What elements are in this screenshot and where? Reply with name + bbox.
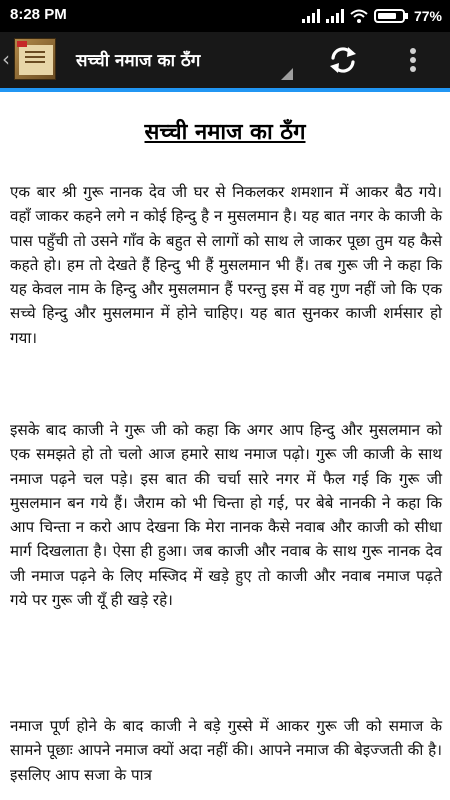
- status-time: 8:28 PM: [10, 6, 67, 23]
- article-heading: सच्ची नमाज का ठँग: [144, 120, 306, 145]
- wifi-icon: [350, 9, 368, 23]
- battery-icon: [374, 9, 408, 23]
- signal-icon: [326, 9, 344, 23]
- article-content[interactable]: [0, 92, 450, 800]
- signal-icon: [302, 9, 320, 23]
- app-icon[interactable]: [14, 38, 56, 80]
- app-bar-title: सच्ची नमाज का ठँग: [76, 51, 201, 71]
- status-icons: [302, 6, 442, 26]
- article-paragraph: इसके बाद काजी ने गुरू जी को कहा कि अगर आप हिन्दु और मुसलमान को एक समझते हो तो चलो आज हमारे साथ नमाज पढ़ो। गुरू जी काजी के साथ नमाज पढ़ने चल पड़े। इस बात की चर्चा सारे नगर में फैल गई कि गुरू जी मुसलमान बन गये हैं। जैराम को भी चिन्ता हो गई, पर बेबे नानकी ने कहा कि आप चिन्ता न करो आप देखना कि मेरा नानक कैसे नवाब और काजी को सीधा मार्ग दिखलाता है। ऐसा ही हुआ। जब काजी और नवाब के साथ गुरू नानक देव जी नमाज पढ़ने के लिए मस्जिद में खड़े हुए तो काजी और नवाब नमाज पढ़ते गये पर गुरू जी यूँ ही खड़े रहे।: [10, 421, 442, 610]
- battery-percent: 77%: [413, 8, 442, 24]
- status-bar: [0, 0, 450, 32]
- refresh-icon[interactable]: [327, 44, 359, 76]
- dropdown-indicator-icon[interactable]: [281, 68, 293, 80]
- overflow-menu-icon[interactable]: [405, 44, 421, 76]
- article-paragraph: नमाज पूर्ण होने के बाद काजी ने बड़े गुस्से में आकर गुरू जी को समाज के सामने पूछाः आपने नमाज क्यों अदा नहीं की। आपने नमाज की बेइज्जती की है। इसलिए आप सजा के पात्र: [10, 717, 442, 784]
- app-bar: [0, 32, 450, 88]
- back-caret-icon[interactable]: ‹: [2, 47, 10, 71]
- article-paragraph: एक बार श्री गुरू नानक देव जी घर से निकलकर शमशान में आकर बैठ गये। वहाँ जाकर कहने लगे न कोई हिन्दु है न मुसलमान है। यह बात नगर के काजी के पास पहुँची तो उसने गाँव के बहुत से लागों को साथ ले जाकर पूछा तुम यह कैसे कहते हो। हम तो देखते हैं हिन्दु भी हैं मुसलमान भी हैं। तब गुरू जी ने कहा कि यह केवल नाम के हिन्दु और मुसलमान हैं परन्तु इस में वह गुण नहीं जो कि एक सच्चे हिन्दु और मुसलमान में होने चाहिए। यह बात सुनकर काजी शर्मसार हो गया।: [10, 183, 442, 347]
